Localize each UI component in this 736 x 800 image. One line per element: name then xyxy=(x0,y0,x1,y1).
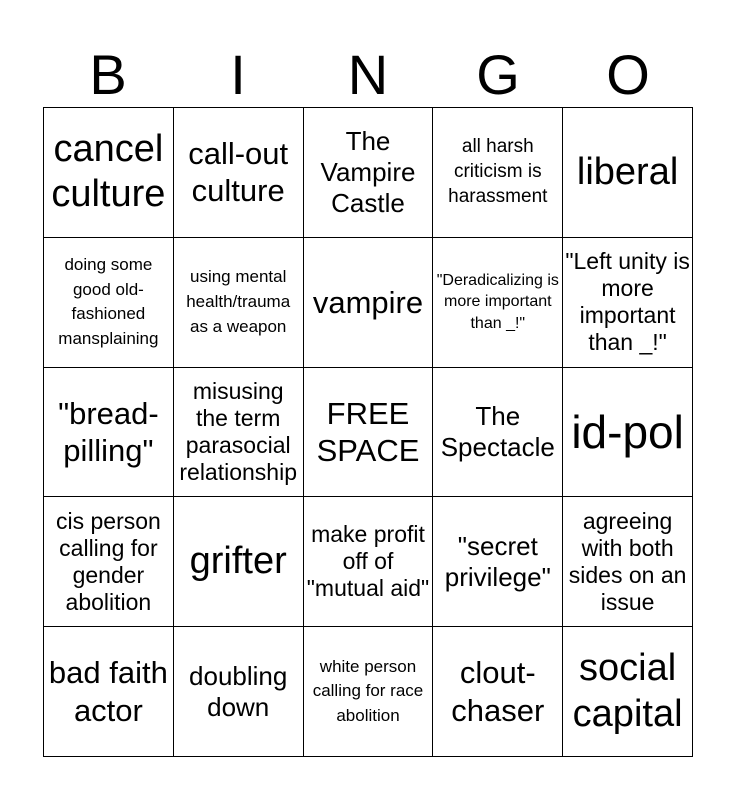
bingo-header xyxy=(43,44,693,106)
cell-text: misusing the term parasocial relationship xyxy=(179,378,298,485)
header-letter-n: N xyxy=(347,43,389,106)
bingo-cell[interactable] xyxy=(174,627,304,757)
cell-text: vampire xyxy=(312,284,424,320)
cell-text: clout-chaser xyxy=(451,655,545,728)
bingo-cell[interactable] xyxy=(304,368,434,498)
cell-text: The Spectacle xyxy=(440,401,555,462)
cell-text: cancel culture xyxy=(51,127,166,216)
bingo-cell[interactable] xyxy=(304,108,434,238)
bingo-cell[interactable] xyxy=(174,497,304,627)
bingo-grid xyxy=(43,107,693,757)
cell-text: social capital xyxy=(572,647,683,735)
header-letter-b: B xyxy=(89,43,127,106)
cell-text: id-pol xyxy=(571,405,684,458)
bingo-cell[interactable] xyxy=(563,238,693,368)
bingo-cell[interactable] xyxy=(433,627,563,757)
cell-text: doing some good old-fashioned mansplaining xyxy=(58,254,159,348)
cell-text: The Vampire Castle xyxy=(320,126,416,218)
cell-text: "Deradicalizing is more important than _!" xyxy=(436,271,559,332)
bingo-cell[interactable] xyxy=(563,497,693,627)
bingo-cell[interactable] xyxy=(563,627,693,757)
bingo-cell[interactable] xyxy=(433,108,563,238)
bingo-cell[interactable] xyxy=(174,238,304,368)
bingo-cell[interactable] xyxy=(433,497,563,627)
header-letter-g: G xyxy=(476,43,520,106)
header-letter-o: O xyxy=(606,43,650,106)
bingo-cell[interactable] xyxy=(44,238,174,368)
header-letter-i: I xyxy=(230,43,246,106)
cell-text: grifter xyxy=(189,539,287,582)
cell-text: doubling down xyxy=(189,660,288,722)
bingo-cell[interactable] xyxy=(563,108,693,238)
cell-text: "bread-pilling" xyxy=(58,395,159,468)
bingo-cell[interactable] xyxy=(174,368,304,498)
cell-text: white person calling for race abolition xyxy=(312,656,424,725)
cell-text: "Left unity is more important than _!" xyxy=(565,248,690,356)
cell-text: all harsh criticism is harassment xyxy=(448,136,548,207)
bingo-cell[interactable] xyxy=(304,497,434,627)
bingo-cell[interactable] xyxy=(174,108,304,238)
cell-text: FREE SPACE xyxy=(316,395,420,468)
bingo-cell[interactable] xyxy=(433,368,563,498)
bingo-cell[interactable] xyxy=(44,627,174,757)
bingo-cell[interactable] xyxy=(44,368,174,498)
bingo-cell[interactable] xyxy=(563,368,693,498)
bingo-cell[interactable] xyxy=(44,108,174,238)
bingo-cell[interactable] xyxy=(304,627,434,757)
bingo-cell[interactable] xyxy=(433,238,563,368)
cell-text: agreeing with both sides on an issue xyxy=(568,507,687,615)
cell-text: "secret privilege" xyxy=(444,531,551,592)
cell-text: using mental health/trauma as a weapon xyxy=(186,267,291,336)
cell-text: call-out culture xyxy=(188,136,289,209)
cell-text: make profit off of "mutual aid" xyxy=(306,521,430,602)
cell-text: cis person calling for gender abolition xyxy=(55,507,161,615)
cell-text: bad faith actor xyxy=(48,655,168,728)
cell-text: liberal xyxy=(576,150,679,193)
bingo-cell[interactable] xyxy=(44,497,174,627)
bingo-cell[interactable] xyxy=(304,238,434,368)
